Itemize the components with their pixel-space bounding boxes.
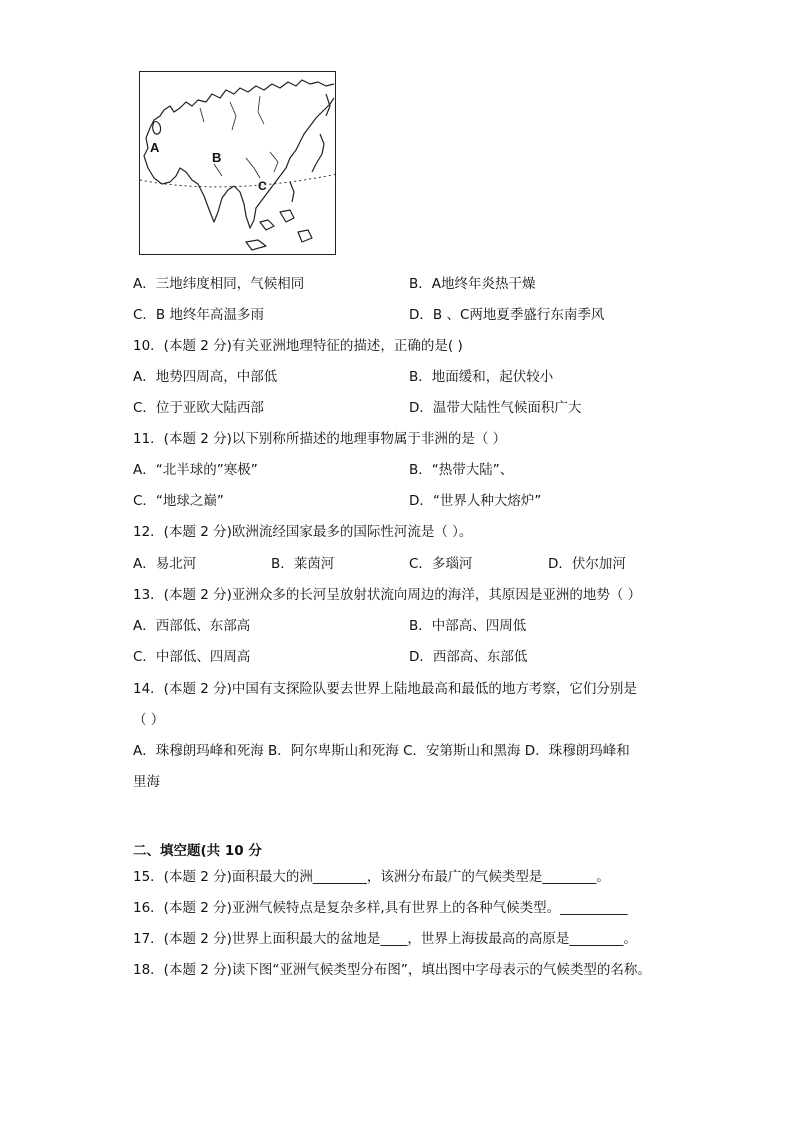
map-label-c: C	[258, 179, 267, 193]
q14-options-cont: 里海	[133, 774, 160, 790]
map-se-asia	[234, 176, 280, 228]
q11-option-c: C．“地球之巅”	[133, 493, 224, 509]
q12-stem: 12．(本题 2 分)欧洲流经国家最多的国际性河流是（ ）。	[133, 524, 473, 540]
q11-option-b: B．“热带大陆”、	[409, 462, 514, 478]
q14-stem: 14．(本题 2 分)中国有支探险队要去世界上陆地最高和最低的地方考察，它们分别是	[133, 681, 637, 697]
asia-map-figure	[139, 71, 336, 255]
q12-option-b: B．莱茵河	[271, 556, 335, 572]
section2-title: 二、填空题(共 10 分	[133, 843, 262, 859]
q13-stem: 13．(本题 2 分)亚洲众多的长河呈放射状流向周边的海洋，其原因是亚洲的地势（ ）	[133, 587, 642, 603]
map-label-b: B	[212, 150, 222, 165]
q13-option-b: B．中部高、四周低	[409, 618, 527, 634]
asia-map-svg	[140, 72, 336, 255]
q9-option-row-1	[133, 275, 304, 293]
map-tropic-line	[140, 174, 336, 187]
map-caspian	[153, 122, 161, 134]
q14-stem-cont: （ ）	[133, 712, 165, 728]
map-rivers	[200, 96, 278, 178]
q11-option-a: A．“北半球的”寒极”	[133, 462, 258, 478]
q13-option-c: C．中部低、四周高	[133, 649, 251, 665]
q12-option-c: C．多瑙河	[409, 556, 473, 572]
q18: 18．(本题 2 分)读下图“亚洲气候类型分布图”，填出图中字母表示的气候类型的名称。	[133, 962, 651, 978]
q10-option-c: C．位于亚欧大陆西部	[133, 400, 264, 416]
q9-option-b: B．A地终年炎热干燥	[409, 276, 536, 292]
q11-stem: 11．(本题 2 分)以下别称所描述的地理事物属于非洲的是（ ）	[133, 431, 507, 447]
q10-option-b: B．地面缓和，起伏较小	[409, 369, 554, 385]
map-india	[192, 180, 234, 222]
q12-option-a: A．易北河	[133, 556, 197, 572]
map-label-a: A	[150, 140, 160, 155]
q10-stem: 10．(本题 2 分)有关亚洲地理特征的描述，正确的是( )	[133, 338, 463, 354]
q10-option-a: A．地势四周高，中部低	[133, 369, 278, 385]
q14-options: A．珠穆朗玛峰和死海 B．阿尔卑斯山和死海 C．安第斯山和黑海 D．珠穆朗玛峰和	[133, 743, 630, 759]
q16: 16．(本题 2 分)亚洲气候特点是复杂多样,具有世界上的各种气候类型。__________	[133, 900, 628, 916]
q17: 17．(本题 2 分)世界上面积最大的盆地是____，世界上海拔最高的高原是________。	[133, 931, 637, 947]
q12-option-d: D．伏尔加河	[548, 556, 626, 572]
map-kamchatka	[326, 94, 330, 116]
map-east-coast	[280, 98, 334, 176]
map-japan	[312, 134, 324, 172]
map-north-coast	[150, 80, 334, 128]
q9-option-a: A．三地纬度相同，气候相同	[133, 276, 305, 292]
q9-option-d: D．B 、C两地夏季盛行东南季风	[409, 307, 605, 323]
map-west-coast	[144, 128, 192, 184]
q13-option-a: A．西部低、东部高	[133, 618, 251, 634]
q9-option-c: C．B 地终年高温多雨	[133, 307, 264, 323]
q11-option-d: D．“世界人种大熔炉”	[409, 493, 542, 509]
map-islands	[246, 210, 312, 250]
q13-option-d: D．西部高、东部低	[409, 649, 528, 665]
q15: 15．(本题 2 分)面积最大的洲________，该洲分布最广的气候类型是________。	[133, 869, 610, 885]
map-philippines	[290, 182, 294, 202]
q10-option-d: D．温带大陆性气候面积广大	[409, 400, 582, 416]
